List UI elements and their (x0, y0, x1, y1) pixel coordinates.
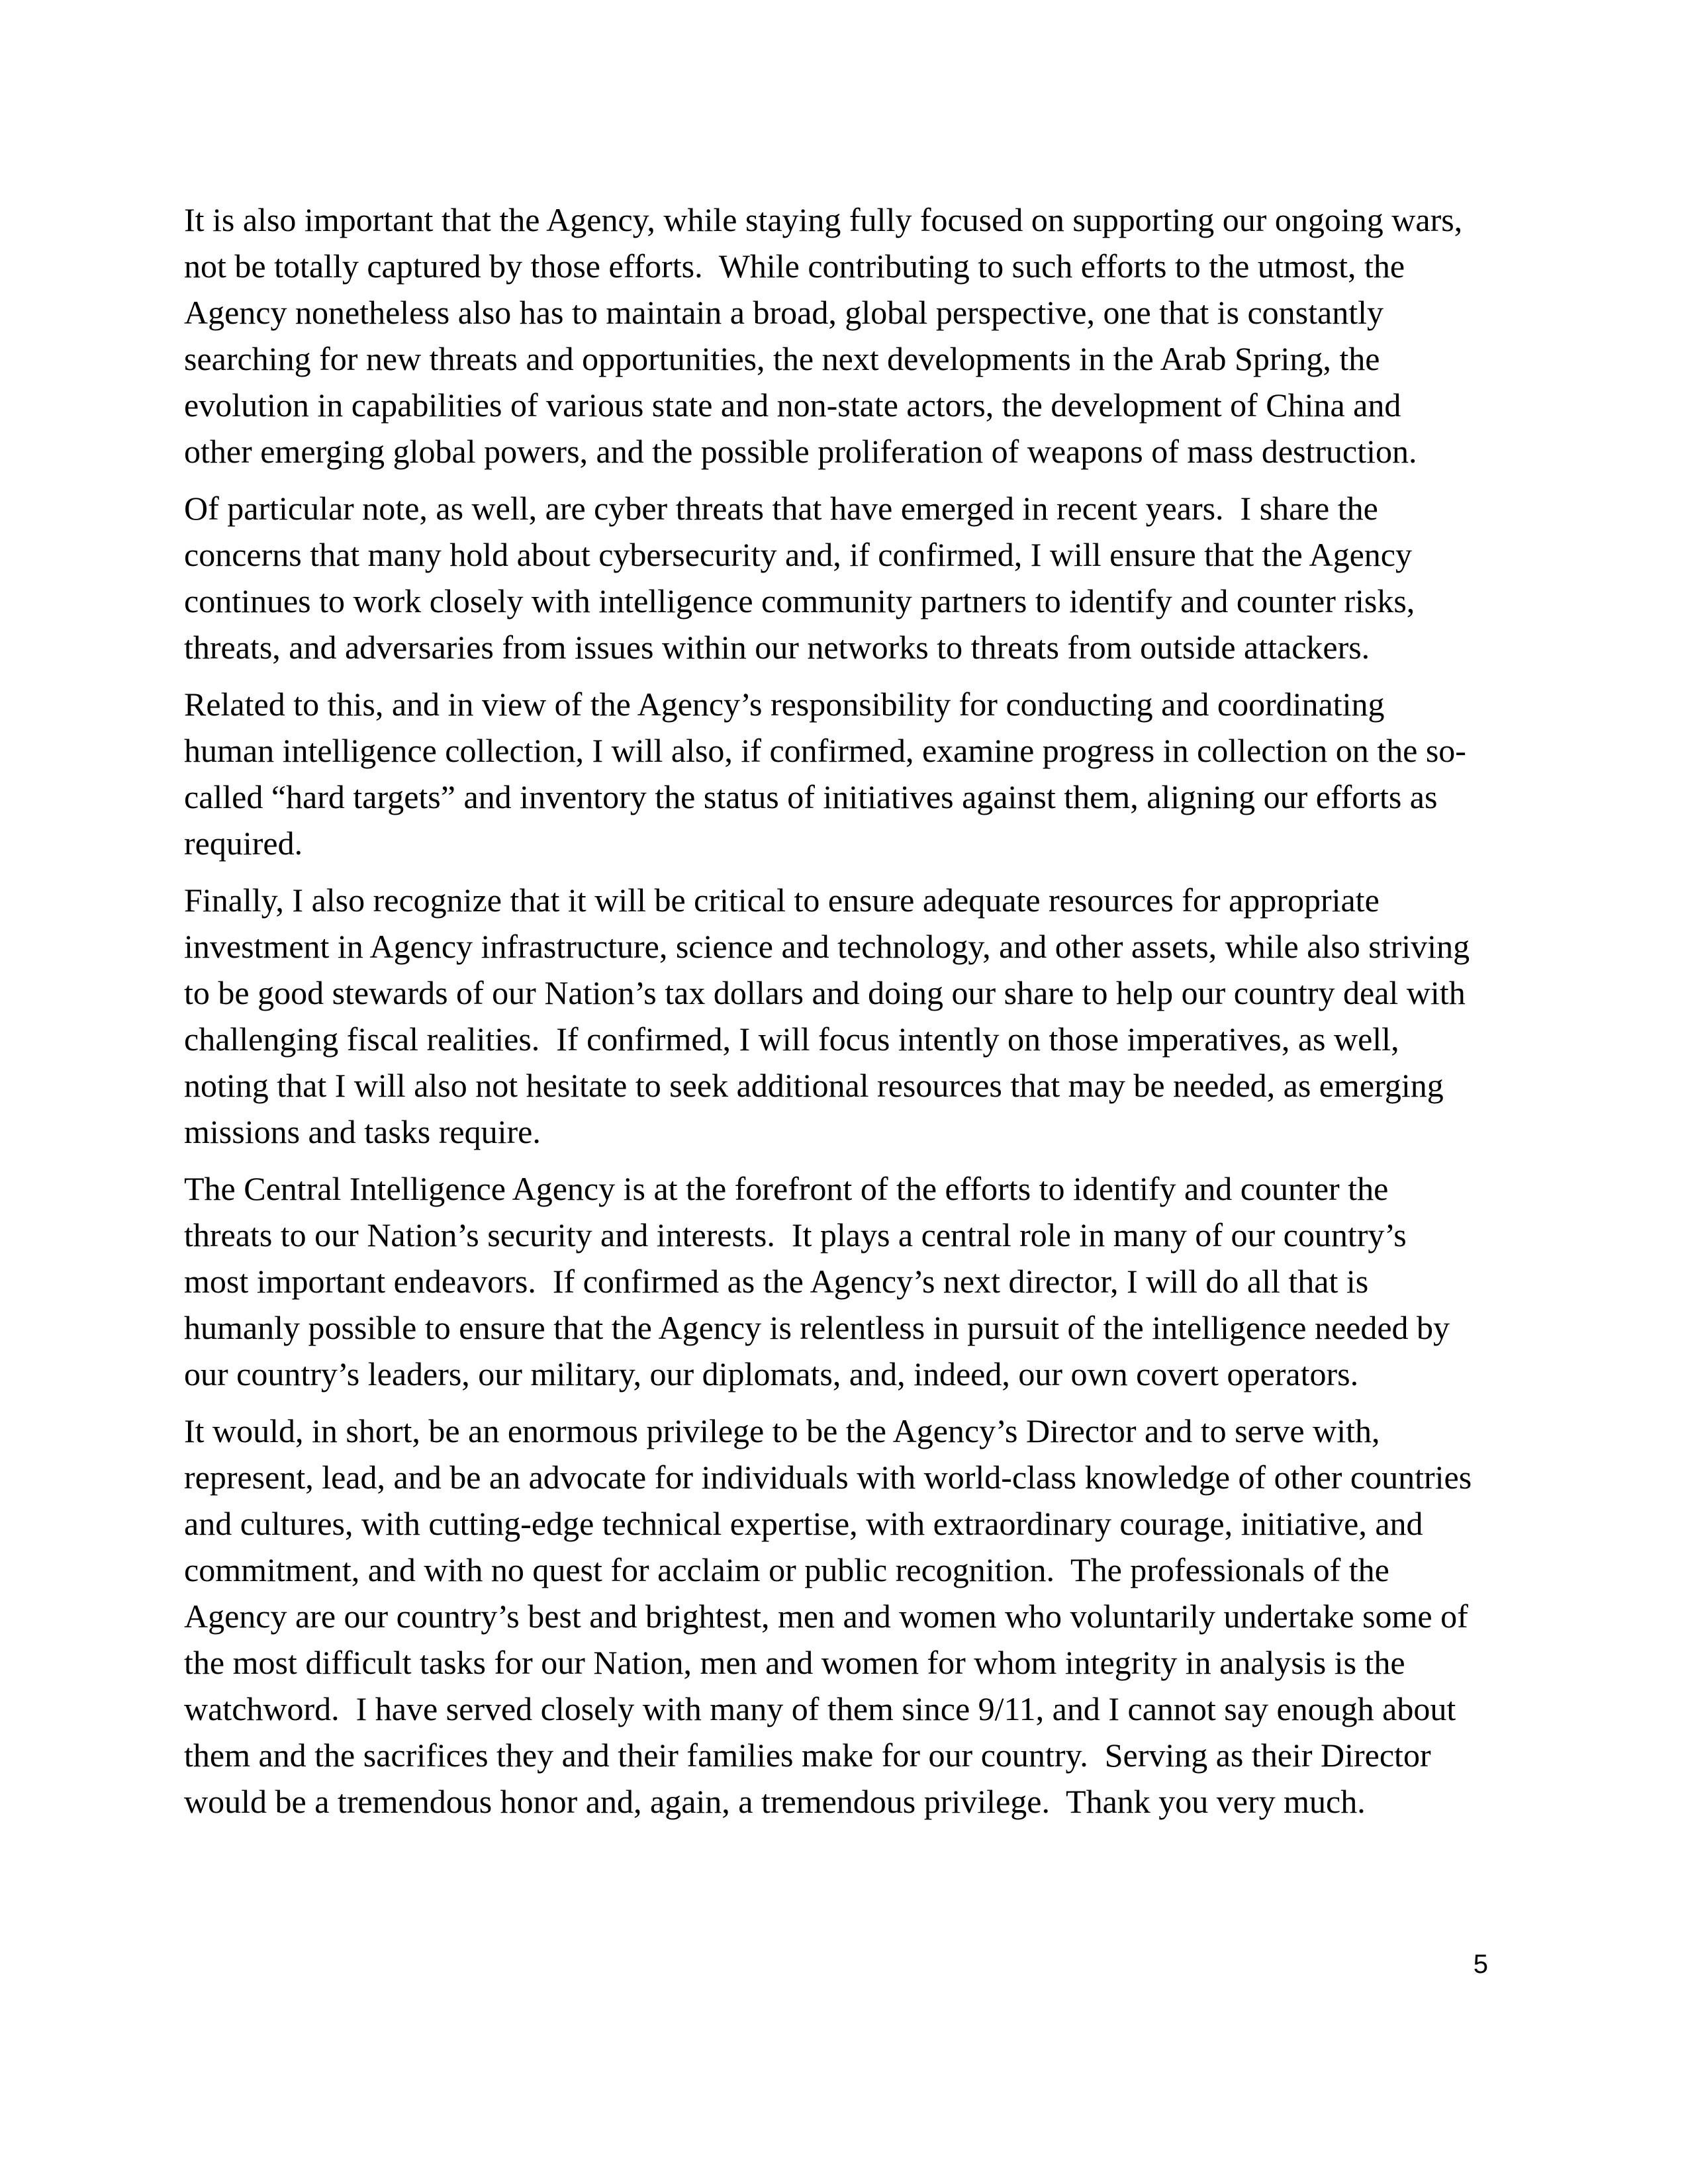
page-number: 5 (1473, 1950, 1488, 1979)
text-line: continues to work closely with intelligence community partners to identify and counter risks, (184, 582, 1415, 619)
paragraph (184, 681, 1503, 866)
text-line: commitment, and with no quest for acclaim or public recognition. The professionals of the (184, 1551, 1389, 1588)
text-line: Agency nonetheless also has to maintain a broad, global perspective, one that is constantly (184, 294, 1384, 331)
text-line: investment in Agency infrastructure, science and technology, and other assets, while also striving (184, 928, 1470, 965)
text-line: the most difficult tasks for our Nation, men and women for whom integrity in analysis is the (184, 1644, 1405, 1681)
text-line: required. (184, 825, 303, 862)
text-line: Finally, I also recognize that it will be critical to ensure adequate resources for appropriate (184, 882, 1380, 919)
text-line: The Central Intelligence Agency is at the forefront of the efforts to identify and counter the (184, 1170, 1389, 1207)
text-line: called “hard targets” and inventory the status of initiatives against them, aligning our efforts as (184, 778, 1438, 815)
text-line: and cultures, with cutting-edge technical expertise, with extraordinary courage, initiative, and (184, 1505, 1423, 1542)
text-line: humanly possible to ensure that the Agency is relentless in pursuit of the intelligence needed by (184, 1309, 1450, 1346)
text-line: It is also important that the Agency, while staying fully focused on supporting our ongoing wars, (184, 201, 1463, 238)
text-line: our country’s leaders, our military, our diplomats, and, indeed, our own covert operators. (184, 1355, 1359, 1392)
text-line: concerns that many hold about cybersecurity and, if confirmed, I will ensure that the Agency (184, 536, 1412, 573)
text-line: represent, lead, and be an advocate for individuals with world-class knowledge of other countries (184, 1459, 1472, 1496)
text-line: challenging fiscal realities. If confirmed, I will focus intently on those imperatives, as well, (184, 1021, 1399, 1058)
text-line: would be a tremendous honor and, again, a tremendous privilege. Thank you very much. (184, 1783, 1366, 1820)
paragraph (184, 197, 1503, 475)
paragraph (184, 485, 1503, 670)
text-line: searching for new threats and opportunities, the next developments in the Arab Spring, the (184, 340, 1380, 377)
text-line: threats to our Nation’s security and interests. It plays a central role in many of our country’s (184, 1216, 1407, 1253)
text-line: not be totally captured by those efforts. While contributing to such efforts to the utmost, the (184, 248, 1405, 285)
text-line: human intelligence collection, I will also, if confirmed, examine progress in collection on the so- (184, 732, 1466, 769)
text-line: threats, and adversaries from issues within our networks to threats from outside attackers. (184, 629, 1370, 666)
paragraph (184, 1408, 1503, 1825)
text-line: them and the sacrifices they and their families make for our country. Serving as their Director (184, 1737, 1431, 1774)
text-line: Of particular note, as well, are cyber threats that have emerged in recent years. I share the (184, 490, 1378, 527)
text-line: It would, in short, be an enormous privilege to be the Agency’s Director and to serve with, (184, 1412, 1380, 1449)
text-line: missions and tasks require. (184, 1113, 541, 1150)
text-line: watchword. I have served closely with many of them since 9/11, and I cannot say enough about (184, 1690, 1456, 1727)
document-body (184, 197, 1503, 1835)
paragraph (184, 877, 1503, 1155)
paragraph (184, 1165, 1503, 1397)
text-line: noting that I will also not hesitate to seek additional resources that may be needed, as emerging (184, 1067, 1444, 1104)
text-line: Agency are our country’s best and brightest, men and women who voluntarily undertake some of (184, 1598, 1468, 1635)
text-line: to be good stewards of our Nation’s tax dollars and doing our share to help our country deal with (184, 974, 1466, 1011)
text-line: evolution in capabilities of various state and non-state actors, the development of China and (184, 387, 1401, 424)
text-line: other emerging global powers, and the possible proliferation of weapons of mass destruction. (184, 433, 1417, 470)
text-line: most important endeavors. If confirmed as the Agency’s next director, I will do all that is (184, 1263, 1369, 1300)
text-line: Related to this, and in view of the Agency’s responsibility for conducting and coordinating (184, 686, 1385, 723)
